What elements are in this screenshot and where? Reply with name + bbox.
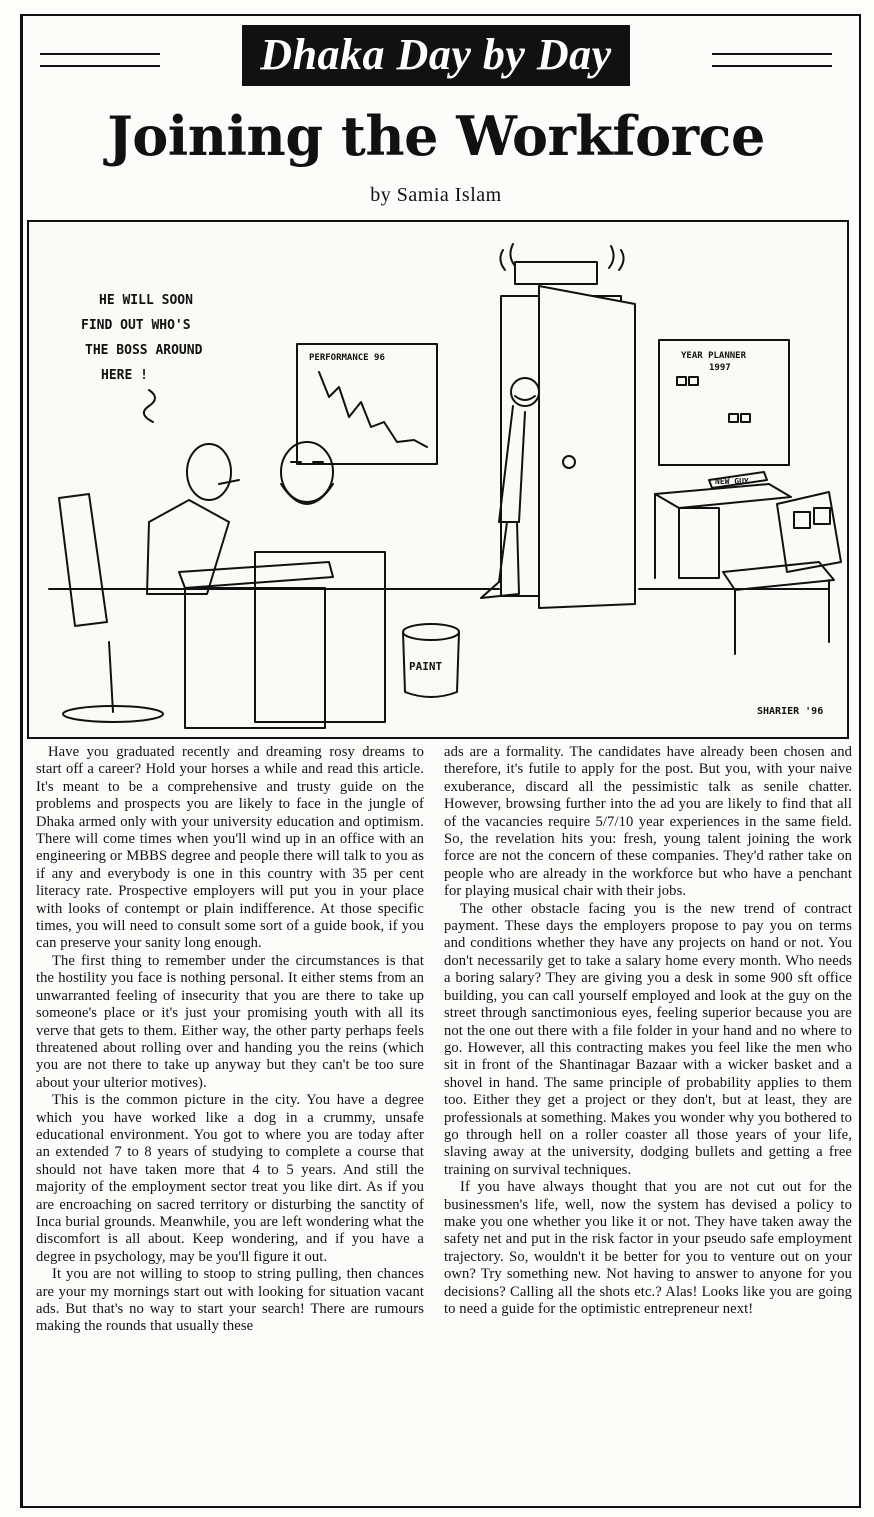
- body-paragraph: Have you graduated recently and dreaming rosy dreams to start off a career? Hold your horses a while and read this article. It's meant to be a comprehensive and trusty guide on the problems and prospects you are likely to face in the jungle of Dhaka armed only with your university education and optimism. There will come times when you'll wind up in an office with an engineering or MBBS degree and people there will talk to you as if any and everybody is one in this country with 35 per cent literacy rate. Prospective employers will put you in your place with looks of contempt or plain indifference. At those specific times, you will need to consult some sort of a guide book, if you can preserve your sanity long enough.: [36, 744, 424, 952]
- door: [539, 286, 635, 608]
- body-paragraph: The first thing to remember under the circumstances is that the hostility you face is nothing personal. It either stems from an unwarranted feeling of insecurity that you are there to take up someone's place or it's just your promising youth with all its verve that gets to them. Either way, the other party perhaps feels threatened about rolling over and handing you the reins (which you are not there to take up anyway but they can't be too sure about your ulterior motives).: [36, 952, 424, 1091]
- planner-box: [677, 377, 686, 385]
- new-desk-drawer: [679, 508, 719, 578]
- body-column-left: [36, 744, 424, 1336]
- chair-pane: [814, 508, 830, 524]
- article-byline: by Samia Islam: [370, 184, 502, 206]
- article-headline: Joining the Workforce: [107, 104, 765, 168]
- section-banner: [30, 22, 842, 88]
- banner-rule-right: [712, 53, 832, 67]
- motion-lines: [500, 244, 623, 270]
- body-paragraph: The other obstacle facing you is the new trend of contract payment. These days the employers propose to pay you on terms and conditions whether they have any projects on hand or not. You don't necessarily get to take a salary home every month. Who needs a boring salary? They are giving you a desk in some 900 sft office building, you can call yourself employed and look at the guy on the street through sanctimonious eyes, feeling superior because you are not the one out there with a file folder in your hand and no where to go. However, all this contracting makes you feel like the men who sit in front of the Shantinagar Bazaar with a wicker basket and a shovel in hand. The same principle of probability applies to them too. Either they get a project or they don't, but at least, they are professionals at something. Makes you wonder why you bothered to go through hell on a roller coaster all those years of your life, slaving away at the university, dodging bullets and getting a free training on survival techniques.: [444, 900, 852, 1178]
- new-guy-body: [499, 406, 525, 522]
- paint-can-label: PAINT: [409, 660, 443, 673]
- body-column-right: [444, 744, 852, 1318]
- body-paragraph: ads are a formality. The candidates have already been chosen and therefore, it's futile to apply for the post. But you, with your naive exuberance, discard all the pessimistic talk as senile chatter. However, browsing further into the ad you are likely to find that all of the vacancies require 5/7/10 year experiences in the same field. So, the revelation hits you: fresh, young talent joining the work force are not the concern of these companies. They'd rather take on people who are already in the workforce but who have a penchant for playing musical chair with their jobs.: [444, 744, 852, 900]
- performance-chart-label: PERFORMANCE 96: [309, 353, 385, 363]
- new-guy-smile: [515, 396, 535, 400]
- artist-signature: SHARIER '96: [757, 706, 824, 717]
- planner-box: [689, 377, 698, 385]
- paint-can-top: [403, 624, 459, 640]
- smoking-man-head: [187, 444, 231, 500]
- speech-line-2: FIND OUT WHO'S: [81, 318, 191, 333]
- banner-rule-left: [40, 53, 160, 67]
- speech-line-4: HERE !: [101, 368, 148, 383]
- body-paragraph: If you have always thought that you are not cut out for the businessmen's life, well, now the system has devised a policy to make you one whether you like it or not. They have taken away the safety net and put in the risk factor in your pseudo safe employment trajectory. So, wouldn't it be better for you to venture out on your own? Try something new. Not having to answer to anyone for you decisions? Calling all the shots etc.? Alas! Looks like you are going to need a guide for the optimistic entrepreneur next!: [444, 1179, 852, 1317]
- body-paragraph: This is the common picture in the city. You have a degree which you have worked like a dog in a crummy, unsafe educational environment. You got to where you are today after an extended 7 to 8 years of studying to complete a course that should not have taken more that 4 to 5 years. And still the majority of the employment sector treat you like dirt. As if you are encroaching on sacred territory or disturbing the sanctity of Inca burial grounds. Meanwhile, you are left wondering what the discomfort is all about. Keep wondering, and if you have a degree in psychology, may be you'll figure it out.: [36, 1092, 424, 1265]
- planner-box: [741, 414, 750, 422]
- cartoon-drawing: [29, 222, 847, 737]
- office-chair-back: [59, 494, 107, 626]
- empty-chair-back: [777, 492, 841, 572]
- speech-squiggle: [144, 390, 155, 422]
- section-title: Dhaka Day by Day: [242, 25, 629, 86]
- planner-box: [729, 414, 738, 422]
- chair-stem: [109, 642, 113, 712]
- new-desk-top: [655, 484, 791, 508]
- desk-sign-text: NEW GUY: [715, 477, 749, 486]
- smoking-man-body: [147, 500, 229, 594]
- chair-pane: [794, 512, 810, 528]
- speech-line-1: HE WILL SOON: [99, 293, 193, 308]
- brick: [515, 262, 597, 284]
- body-paragraph: It you are not willing to stoop to string pulling, then chances are your my mornings start out with looking for situation vacant ads. But that's no way to start your search! There are rumours making the rounds that usually these: [36, 1266, 424, 1335]
- year-planner-year: 1997: [709, 363, 731, 373]
- performance-line: [319, 372, 427, 447]
- cartoon-illustration: [27, 220, 849, 739]
- year-planner-title: YEAR PLANNER: [681, 351, 747, 361]
- speech-line-3: THE BOSS AROUND: [85, 343, 203, 358]
- new-guy-head: [511, 378, 539, 406]
